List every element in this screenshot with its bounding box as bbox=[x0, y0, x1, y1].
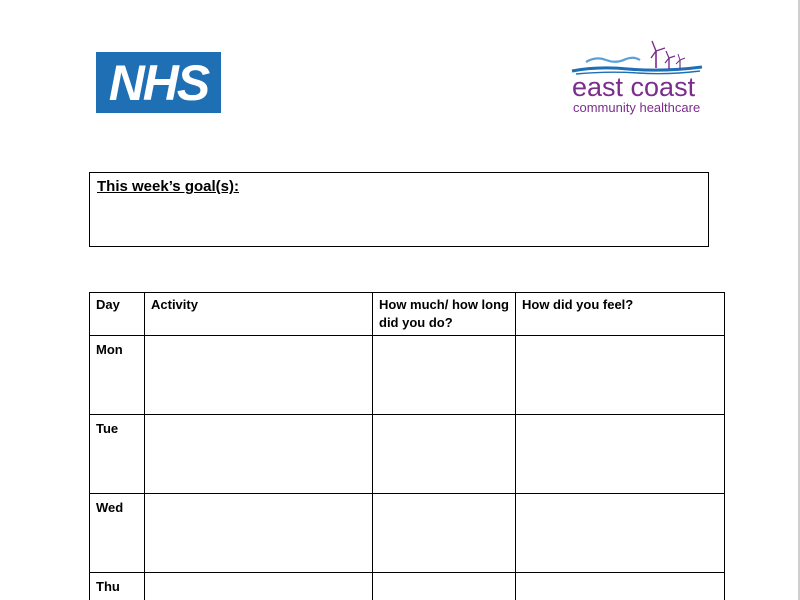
amount-cell[interactable] bbox=[373, 494, 516, 573]
day-cell: Tue bbox=[90, 415, 145, 494]
table-row bbox=[90, 573, 725, 600]
amount-cell[interactable] bbox=[373, 573, 516, 600]
column-header-day: Day bbox=[90, 293, 145, 336]
column-header-amount: How much/ how long did you do? bbox=[373, 293, 516, 336]
column-header-activity: Activity bbox=[145, 293, 373, 336]
table-row bbox=[90, 415, 725, 494]
activity-cell[interactable] bbox=[145, 336, 373, 415]
feeling-cell[interactable] bbox=[516, 415, 725, 494]
table-header-row bbox=[90, 293, 725, 336]
weekly-goal-box[interactable] bbox=[89, 172, 709, 247]
activity-cell[interactable] bbox=[145, 494, 373, 573]
table-row bbox=[90, 336, 725, 415]
nhs-logo-text: NHS bbox=[108, 54, 209, 111]
feeling-cell[interactable] bbox=[516, 336, 725, 415]
amount-cell[interactable] bbox=[373, 336, 516, 415]
activity-diary-table bbox=[89, 292, 725, 600]
day-cell: Wed bbox=[90, 494, 145, 573]
feeling-cell[interactable] bbox=[516, 573, 725, 600]
table-row bbox=[90, 494, 725, 573]
activity-cell[interactable] bbox=[145, 415, 373, 494]
day-cell: Mon bbox=[90, 336, 145, 415]
nhs-logo bbox=[96, 52, 221, 113]
weekly-goal-label: This week’s goal(s): bbox=[97, 178, 239, 195]
amount-cell[interactable] bbox=[373, 415, 516, 494]
activity-cell[interactable] bbox=[145, 573, 373, 600]
day-cell: Thu bbox=[90, 573, 145, 600]
feeling-cell[interactable] bbox=[516, 494, 725, 573]
ecch-logo-name: east coast bbox=[572, 72, 696, 102]
ecch-logo-tagline: community healthcare bbox=[573, 100, 701, 115]
column-header-feeling: How did you feel? bbox=[516, 293, 725, 336]
ecch-logo bbox=[568, 38, 708, 118]
